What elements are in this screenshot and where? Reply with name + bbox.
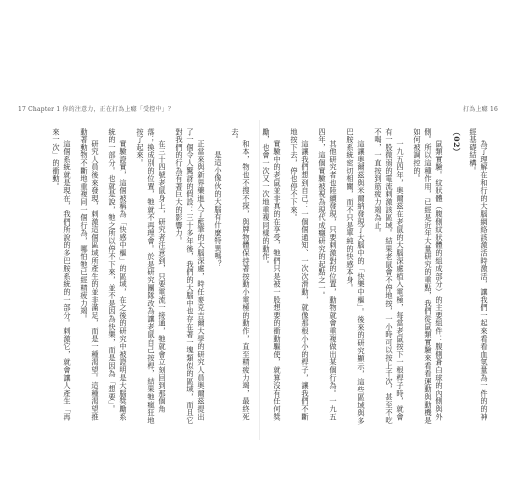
right-page-header: 打為上癮 16: [463, 106, 498, 113]
paragraph: 這讓我們想到自己：一個個通知、一次次滑動，就像那根小小的桿子，讓我們不斷地按下去，停也停不下來。: [290, 128, 310, 421]
paragraph: 其他研究者也陸續發現，只要刺激對的位置，動物就會重複做出某個行為。一九五四年，這個實驗被視為現代成癮研究的起點之一。: [318, 128, 338, 421]
left-page-header: 17 Chapter 1 你的注意力，正在打為上癮「受控中」？: [18, 106, 175, 113]
paragraph: 是這小像伙的大腦有什麼特異嗎？: [214, 151, 223, 269]
section-marker: （02）: [452, 128, 461, 157]
right-page-text: [262, 128, 490, 428]
paragraph: 這個系統就是現在，我們所說的多巴胺系統的一部分。刺激它，就會讓人產生「再來一次」的衝動。: [52, 128, 72, 421]
paragraph: 這讓奧爾茲與米爾納發現了大腦中的「快樂中樞」。後來的研究顯示，這些區域與多巴胺系統密切相關，而不只是單純的快感本身。: [346, 128, 366, 425]
paragraph: 在三十四號老鼠身上，研究者注意到，只要電流一接通，牠就會立刻回到那個角落；換成別的位置，牠就不再理會。於是研究團隊改為讓老鼠自己按桿，結果牠瘋狂地按了起來。: [136, 128, 167, 425]
paragraph: 實驗中的老鼠並非真的在享受，牠們只是被一股想要的衝動驅使，就算沒有任何獎勵，也會一次又一次地重複同樣的動作。: [262, 128, 282, 421]
paragraph: 和本，物也不搜不探，與牌物體保持著按動小電極的動作，直至精疲力竭，最終死去。: [231, 128, 251, 421]
right-page: [262, 128, 490, 428]
paragraph: 實驗證實，這個被稱為「快感中樞」的區域，在之後的研究中被證明是大腦獎勵系統的一部分。也就是說，牠之所以停不下來，並不是因為快樂，而是因為「想要」。: [108, 128, 128, 421]
left-page: [30, 128, 252, 428]
book-gutter: [259, 120, 260, 440]
paragraph: 研究人員後來發現，刺激這個區域所產生的並非滿足，而是一種渴望。這種渴望推動著動物不斷地重複同一個行為，哪怕牠已經精疲力竭。: [80, 128, 100, 421]
left-page-text: [30, 128, 252, 428]
paragraph: 正當來與新界藥進入了藍筆的大腦深處，時任麥克吉爾大學的研究人員奧爾茲提出了一個令人驚訝的假設：三十多年後，我們的大腦中也存在著一塊類似的區域，而且它對我們的行為有著巨大的影響力。: [175, 128, 206, 425]
paragraph: 一九五四年，奧爾茲在老鼠的大腦深處植入電極，每當老鼠按下一根桿子時，就會有一股微弱的電流刺激該區域。結果老鼠會不停地按，一小時可以按上千次，甚至不吃不喝，一直按到筋疲力竭為止。: [374, 128, 405, 425]
paragraph: 鼠類實驗。紋狀體（腹側紋狀體的組成部分）的主要組件：腹側蒼白球的內側與外側。所以這種作用，已經是近年大量研究的重點，我們從鼠類實驗來看看運動與動機是如何被調控的。: [413, 128, 444, 425]
paragraph: 為了理解在和行的大腦網絡該激活時激活，讓我們一起來看看血氫量為一件的的神經基礎結構。: [469, 128, 489, 421]
